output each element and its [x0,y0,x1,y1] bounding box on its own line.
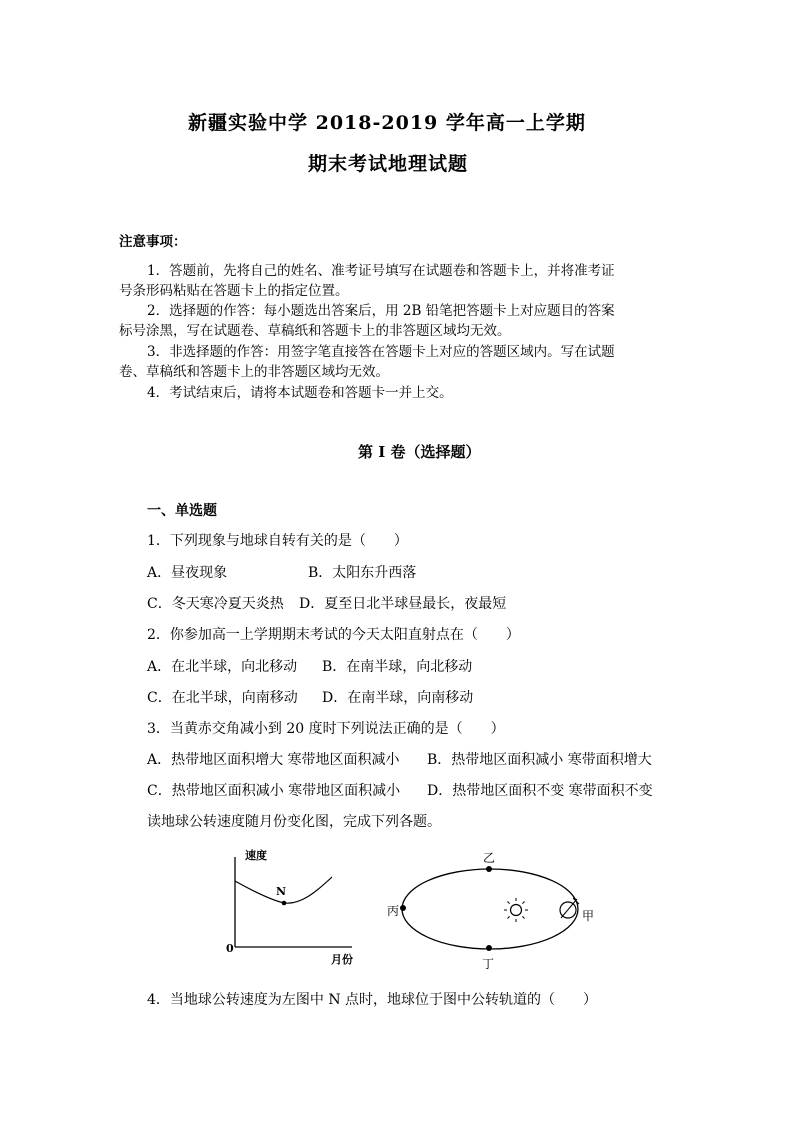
orbit-point-yi [486,866,492,872]
sun-icon [504,898,528,922]
q1-option-a: A．昼夜现象 [147,565,228,581]
page-title-line1: 新疆实验中学 2018-2019 学年高一上学期 [188,112,586,134]
speed-chart [220,843,365,968]
section-subtitle: 一、单选题 [147,503,217,519]
notice-line-5: 3．非选择题的作答：用签字笔直接答在答题卡上对应的答题区域内。写在试题 [147,344,615,360]
orbit-diagram [385,848,610,973]
x-axis-label: 月份 [331,953,353,966]
notice-line-2: 号条形码粘贴在答题卡上的指定位置。 [119,283,349,299]
q3-option-a: A．热带地区面积增大 寒带地区面积减小 [147,752,400,768]
orbit-point-ding [486,945,492,951]
q2-stem: 2．你参加高一上学期期末考试的今天太阳直射点在（ ） [147,627,520,643]
y-axis-label: 速度 [245,849,267,862]
figure-intro: 读地球公转速度随月份变化图，完成下列各题。 [147,814,441,830]
q2-option-b: B．在南半球，向北移动 [322,659,473,675]
notice-heading: 注意事项： [119,234,187,250]
q2-option-d: D．在南半球，向南移动 [322,690,474,706]
q1-option-c: C．冬天寒冷夏天炎热 [147,596,284,612]
notice-line-6: 卷、草稿纸和答题卡上的非答题区域均无效。 [119,364,389,380]
section-title: 第 I 卷（选择题） [358,443,481,461]
q2-option-a: A．在北半球，向北移动 [147,659,298,675]
page-title-line2: 期末考试地理试题 [308,153,469,175]
earth-icon [560,898,579,918]
orbit-label-yi: 乙 [483,851,496,865]
point-n-label: N [276,885,287,898]
notice-line-7: 4．考试结束后，请将本试题卷和答题卡一并上交。 [147,385,453,401]
q1-option-b: B．太阳东升西落 [308,565,417,581]
q1-stem: 1．下列现象与地球自转有关的是（ ） [147,533,408,549]
notice-line-3: 2．选择题的作答：每小题选出答案后，用 2B 铅笔把答题卡上对应题目的答案 [147,303,615,319]
origin-label: 0 [226,942,234,955]
notice-line-1: 1．答题前，先将自己的姓名、准考证号填写在试题卷和答题卡上，并将准考证 [147,263,615,279]
q3-stem: 3．当黄赤交角减小到 20 度时下列说法正确的是（ ） [147,721,505,737]
orbit-label-ding: 丁 [482,957,495,971]
orbit-label-bing: 丙 [387,904,400,918]
q1-option-d: D．夏至日北半球昼最长，夜最短 [299,596,507,612]
orbit-label-jia: 甲 [582,909,595,923]
orbit-point-bing [400,905,406,911]
q3-option-c: C．热带地区面积减小 寒带地区面积减小 [147,783,401,799]
q3-option-b: B．热带地区面积减小 寒带面积增大 [427,752,652,768]
notice-line-4: 标号涂黑，写在试题卷、草稿纸和答题卡上的非答题区域均无效。 [119,323,511,339]
q2-option-c: C．在北半球，向南移动 [147,690,298,706]
q4-stem: 4．当地球公转速度为左图中 N 点时，地球位于图中公转轨道的（ ） [147,992,598,1008]
q3-option-d: D．热带地区面积不变 寒带面积不变 [427,783,653,799]
